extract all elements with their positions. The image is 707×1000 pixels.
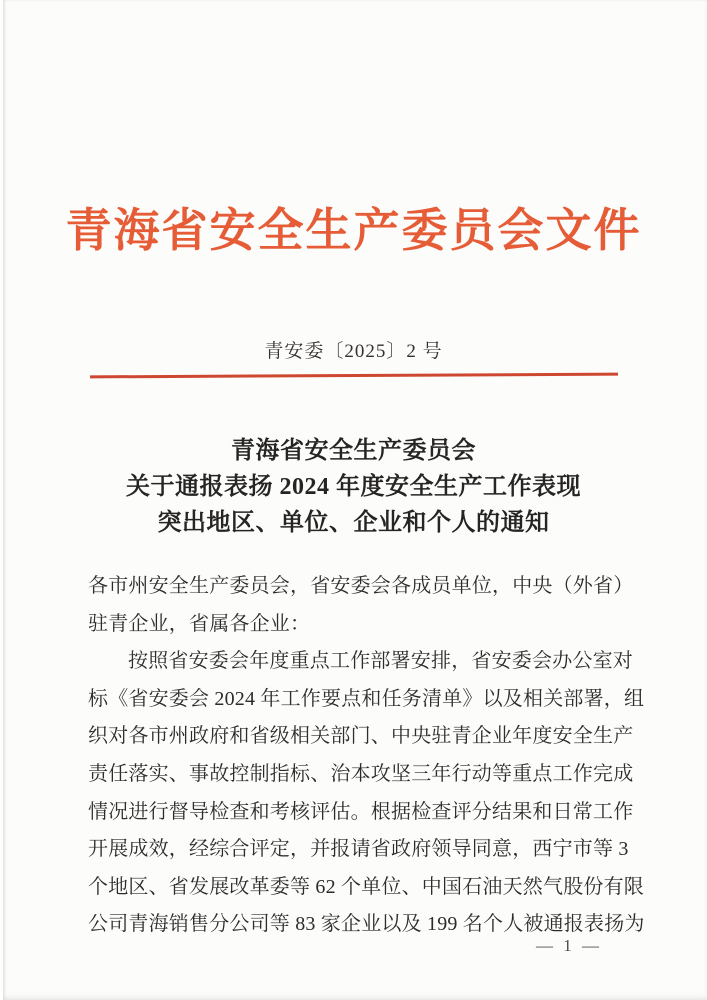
page-number: — 1 — [536,936,602,955]
paragraph-line-3: 织对各市州政府和省级相关部门、中央驻青企业年度安全生产 [88,725,634,748]
document-reference-number: 青安委〔2025〕2 号 [264,341,443,362]
document-body [88,568,645,944]
document-title-line-2: 关于通报表扬 2024 年度安全生产工作表现 [126,474,581,500]
document-title-line-3: 突出地区、单位、企业和个人的通知 [157,510,550,536]
paragraph-line-6: 开展成效，经综合评定，并报请省政府领导同意，西宁市等 3 [88,838,629,861]
salutation-line-1: 各市州安全生产委员会，省安委会各成员单位，中央（外省） [88,575,634,597]
paragraph-line-4: 责任落实、事故控制指标、治本攻坚三年行动等重点工作完成 [88,762,634,785]
salutation-line-2: 驻青企业，省属各企业： [88,612,311,635]
paragraph-line-1: 按照省安委会年度重点工作部署安排，省安委会办公室对 [128,650,633,673]
paragraph-line-2: 标《省安委会 2024 年工作要点和任务清单》以及相关部署，组 [88,687,645,710]
paragraph-line-7: 个地区、省发展改革委等 62 个单位、中国石油天然气股份有限 [88,875,644,898]
letterhead-title: 青海省安全生产委员会文件 [65,205,642,256]
paragraph-line-8: 公司青海销售分公司等 83 家企业以及 199 名个人被通报表扬为 [88,913,645,936]
paragraph-line-5: 情况进行督导检查和考核评估。根据检查评分结果和日常工作 [88,800,634,823]
document-title-line-1: 青海省安全生产委员会 [231,438,476,464]
red-divider-line [90,373,618,379]
document-title [0,433,707,541]
